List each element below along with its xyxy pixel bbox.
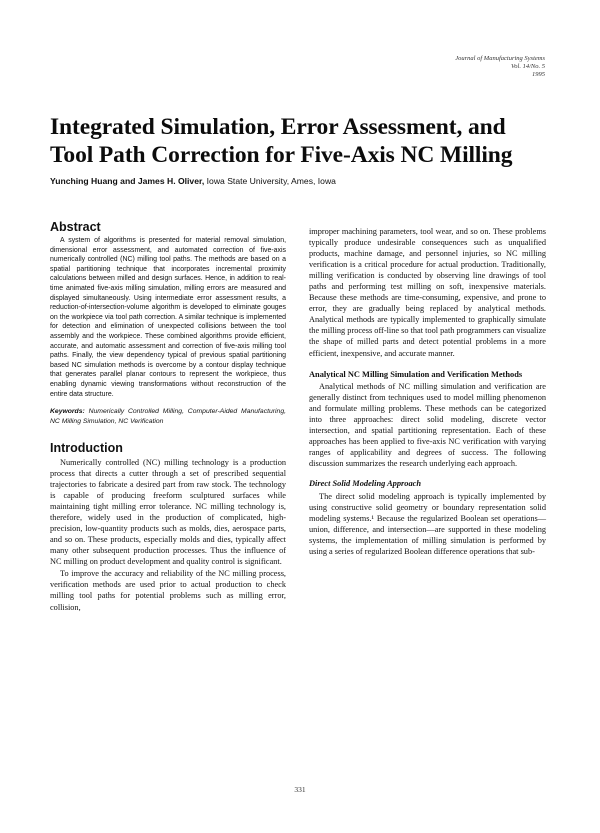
journal-year: 1995 <box>532 71 545 78</box>
author-names: Yunching Huang and James H. Oliver, <box>50 176 205 186</box>
page-number: 331 <box>294 785 306 794</box>
keywords-label: Keywords: <box>50 408 85 416</box>
left-column <box>50 220 286 613</box>
keywords-text: Numerically Controlled Milling, Computer-Aided Manufacturing, NC Milling Simulation, NC Verification <box>50 408 286 425</box>
author-affiliation: Iowa State University, Ames, Iowa <box>204 176 336 186</box>
direct-solid-modeling-paragraph: The direct solid modeling approach is typically implemented by using constructive solid geometry or boundary representation solid modeling systems.¹ Because the regularized Boolean set operations—union, difference, and intersection—are supported in these modeling systems, the implementation of milling simulation is performed by using a series of regularized Boolean difference operations that sub- <box>309 491 546 557</box>
right-column <box>309 226 546 557</box>
intro-paragraph-1: Numerically controlled (NC) milling technology is a production process that directs a cutter through a set of prescribed sequential trajectories to fabricate a desired part from raw stock. The technology is capable of producing freeform sculptured surfaces while maintaining tight milling error tolerance. NC milling technology is, therefore, widely used in the production of complicated, high-precision, low-quantity products such as molds, dies, aerospace parts, and so on. These products, especially molds and dies, typically affect many other subsequent production processes. Thus the influence of NC milling on product development and quality control is significant. <box>50 457 286 567</box>
intro-continued-paragraph: improper machining parameters, tool wear, and so on. These problems typically produce undesirable consequences such as unqualified products, machine damage, and personnel injuries, so NC milling verification is a critical procedure for actual production. Traditionally, milling verification is conducted by observing line drawings of tool paths and performing test milling on soft, inexpensive materials. Because these methods are time-consuming, expensive, and prone to error, they are gradually being replaced by analytical methods. Analytical methods are typically implemented to graphically simulate the milling process off-line so that tool path programmers can visualize the shape of milled parts and detect potential problems in a more efficient, inexpensive, and accurate manner. <box>309 227 546 358</box>
keywords <box>50 407 286 426</box>
paper-title <box>50 113 560 169</box>
title-line-1: Integrated Simulation, Error Assessment, and <box>50 114 506 140</box>
journal-reference <box>385 55 545 79</box>
author-line <box>50 176 560 187</box>
analytical-methods-paragraph: Analytical methods of NC milling simulation and verification are generally distinct from techniques used to model milling phenomenon and formulate milling problems. These methods can be categorized into three approaches: direct solid modeling, discrete vector intersection, and spatial partitioning representation. Each of these approaches has been applied to five-axis NC verification with varying ranges of applicability and degrees of success. The following discussion summarizes the research underlying each approach. <box>309 382 546 469</box>
intro-paragraph-2: To improve the accuracy and reliability of the NC milling process, verification methods are used prior to actual production to check milling tool paths for potential problems such as milling error, collision, <box>50 569 286 612</box>
introduction-heading: Introduction <box>50 440 123 455</box>
abstract-text: A system of algorithms is presented for material removal simulation, dimensional error assessment, and automated correction of five-axis numerically controlled (NC) milling tool paths. The methods are based on a spatial partitioning technique that incorporates incremental proximity calculations between milled and design surfaces. Hence, in addition to real-time animated five-axis milling simulation, milling errors are measured and displayed simultaneously. Using intermediate error assessment results, a reduction-of-intersection-volume algorithm is developed to eliminate gouges on the workpiece via tool path correction. A similar technique is implemented for detection and elimination of unexpected collisions between the tool assembly and the workpiece. These combined algorithms provide efficient, accurate, and automatic assessment and correction of five-axis milling tool paths. Finally, the view dependency typical of previous spatial partitioning based NC simulation methods is overcome by a contour display technique that generates parallel planar contours to represent the workpiece, thus enabling dynamic viewing transformations without reconstruction of the entire data structure. <box>50 237 286 398</box>
journal-name: Journal of Manufacturing Systems <box>455 55 545 62</box>
direct-solid-modeling-heading: Direct Solid Modeling Approach <box>309 479 422 489</box>
abstract-heading: Abstract <box>50 220 101 234</box>
analytical-methods-heading: Analytical NC Milling Simulation and Verification Methods <box>309 369 523 379</box>
journal-volume: Vol. 14/No. 5 <box>511 63 545 70</box>
title-line-2: Tool Path Correction for Five-Axis NC Milling <box>50 142 513 168</box>
